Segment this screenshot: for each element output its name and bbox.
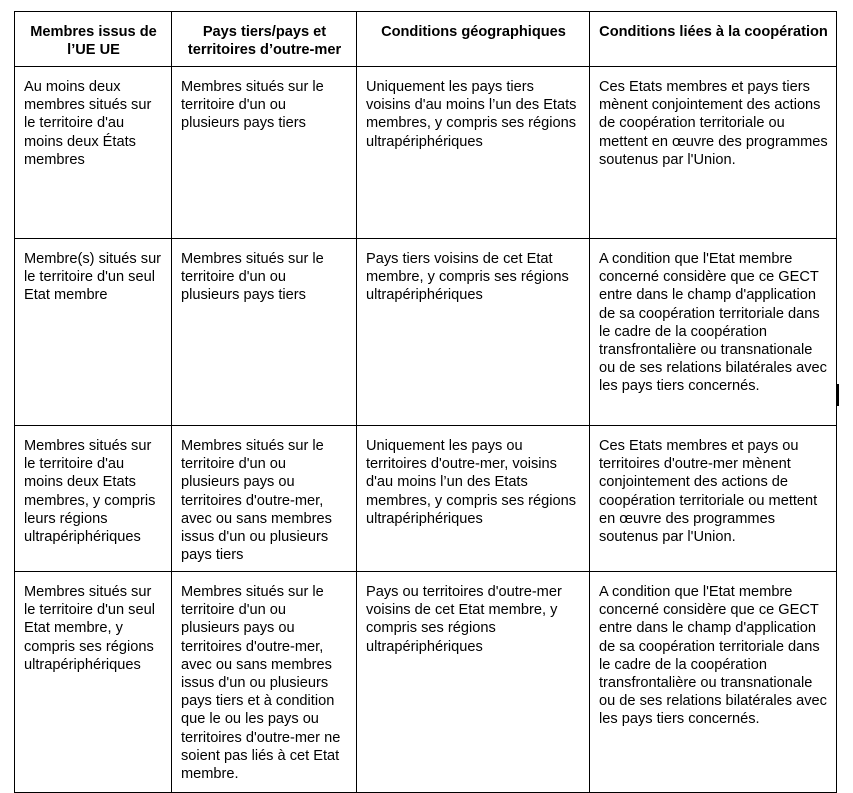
header-row xyxy=(15,12,837,67)
table-cell: Uniquement les pays tiers voisins d'au moins l’un des Etats membres, y compris ses régions ultrapériphériques xyxy=(357,67,590,239)
table-cell: Pays tiers voisins de cet Etat membre, y compris ses régions ultrapériphériques xyxy=(357,239,590,426)
table-cell: Membres situés sur le territoire d'un ou plusieurs pays tiers xyxy=(172,239,357,426)
table-cell: Ces Etats membres et pays tiers mènent conjointement des actions de coopération territoriale ou mettent en œuvre des programmes soutenus par l'Union. xyxy=(590,67,837,239)
table-row xyxy=(15,239,837,426)
table-cell: Ces Etats membres et pays ou territoires d'outre-mer mènent conjointement des actions de coopération territoriale ou mettent en œuvre des programmes soutenus par l'Union. xyxy=(590,426,837,572)
header-geographic-conditions: Conditions géographiques xyxy=(357,12,590,67)
table-cell: Pays ou territoires d'outre-mer voisins de cet Etat membre, y compris ses régions ultrapériphériques xyxy=(357,572,590,793)
conditions-table xyxy=(14,11,837,793)
table-row xyxy=(15,572,837,793)
table-cell: Membres situés sur le territoire d'un ou plusieurs pays tiers xyxy=(172,67,357,239)
table-row xyxy=(15,426,837,572)
header-cooperation-conditions: Conditions liées à la coopération xyxy=(590,12,837,67)
header-third-countries: Pays tiers/pays et territoires d’outre-mer xyxy=(172,12,357,67)
table-cell: Uniquement les pays ou territoires d'outre-mer, voisins d'au moins l’un des Etats membres, y compris ses régions ultrapériphériques xyxy=(357,426,590,572)
table-cell: A condition que l'Etat membre concerné considère que ce GECT entre dans le champ d'application de sa coopération territoriale dans le cadre de la coopération transfrontalière ou transnationale ou de ses relations bilatérales avec les pays tiers concernés. xyxy=(590,239,837,426)
header-eu-members: Membres issus de l’UE UE xyxy=(15,12,172,67)
table-cell: Membres situés sur le territoire d'un ou plusieurs pays ou territoires d'outre-mer, avec ou sans membres issus d'un ou plusieurs pays tiers xyxy=(172,426,357,572)
table-cell: Membre(s) situés sur le territoire d'un seul Etat membre xyxy=(15,239,172,426)
table-cell: A condition que l'Etat membre concerné considère que ce GECT entre dans le champ d'application de sa coopération territoriale dans le cadre de la coopération transfrontalière ou transnationale ou de ses relations bilatérales avec les pays tiers concernés. xyxy=(590,572,837,793)
table-cell: Membres situés sur le territoire d'un ou plusieurs pays ou territoires d'outre-mer, avec ou sans membres issus d'un ou plusieurs pays tiers et à condition que le ou les pays ou territoires d'outre-mer ne soient pas liés à cet Etat membre. xyxy=(172,572,357,793)
text-cursor-mark xyxy=(837,384,839,406)
table-row xyxy=(15,67,837,239)
table-cell: Au moins deux membres situés sur le territoire d'au moins deux États membres xyxy=(15,67,172,239)
table-cell: Membres situés sur le territoire d'un seul Etat membre, y compris ses régions ultrapériphériques xyxy=(15,572,172,793)
table-cell: Membres situés sur le territoire d'au moins deux Etats membres, y compris leurs régions ultrapériphériques xyxy=(15,426,172,572)
